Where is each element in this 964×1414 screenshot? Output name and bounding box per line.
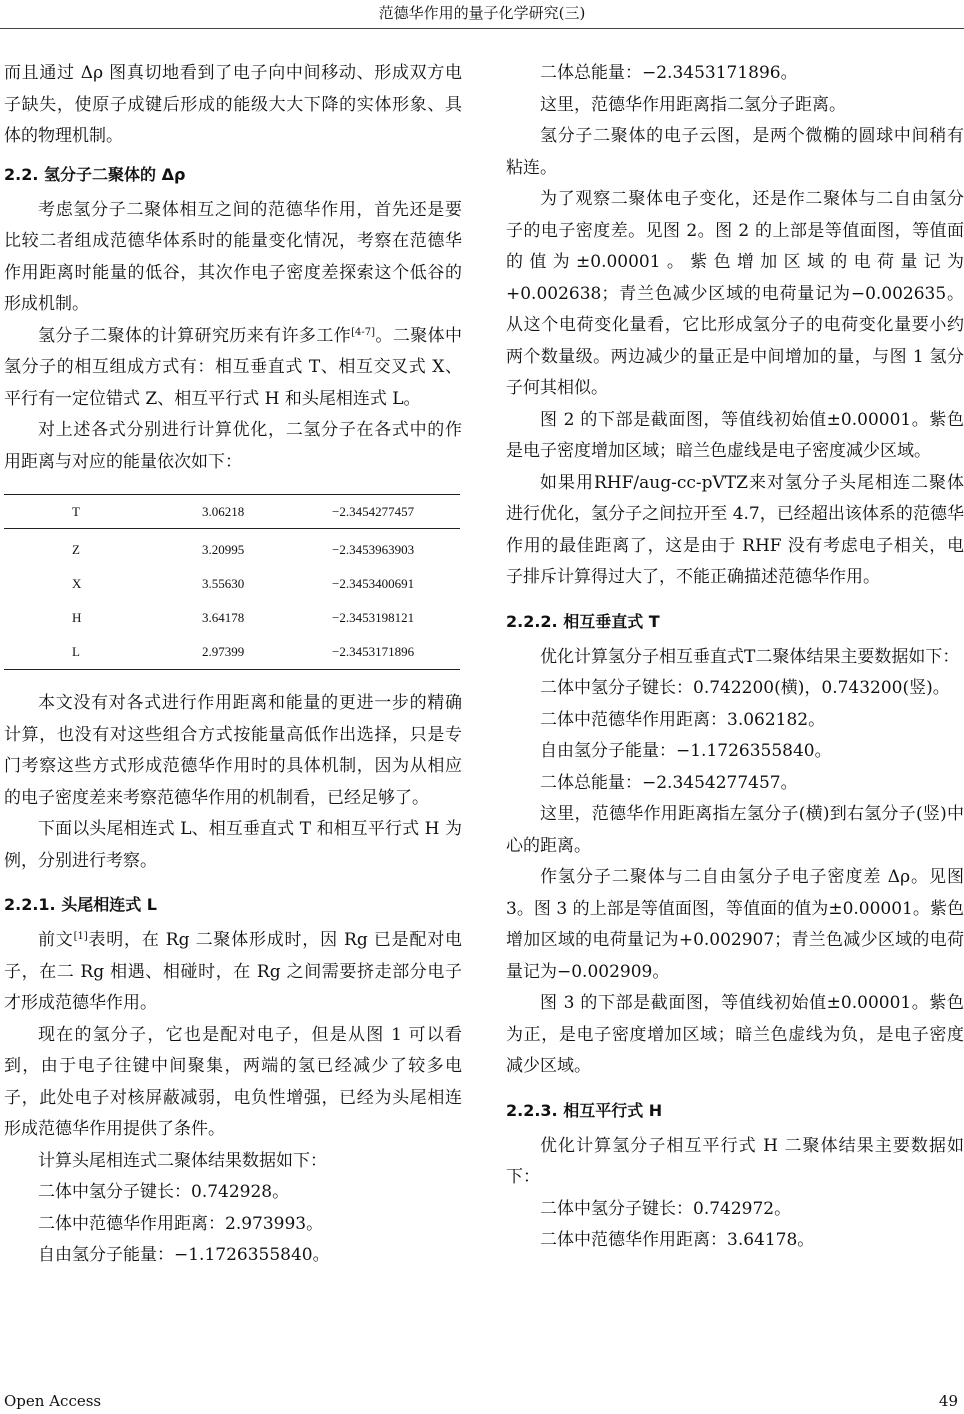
paragraph-text: 表明，在 Rg 二聚体形成时，因 Rg 已是配对电子，在二 Rg 相遇、相碰时，在 Rg 之间需要挤走部分电子才形成范德华作用。 bbox=[4, 930, 463, 1013]
paragraph: 考虑氢分子二聚体相互之间的范德华作用，首先还是要比较二者组成范德华体系时的能量变化情况，考察在范德华作用距离时能量的低谷，其次作电子密度差探索这个低谷的形成机制。 bbox=[4, 199, 462, 314]
paragraph: 图 2 的下部是截面图，等值线初始值±0.00001。紫色是电子密度增加区域；暗兰色虚线是电子密度减少区域。 bbox=[506, 409, 964, 461]
section-heading-2-2: 2.2. 氢分子二聚体的 Δρ bbox=[4, 164, 186, 184]
header-rule bbox=[0, 28, 964, 29]
paragraph: 这里，范德华作用距离指二氢分子距离。 bbox=[540, 94, 846, 115]
data-line: 二体中氢分子键长：0.742928。 bbox=[38, 1182, 290, 1202]
paragraph: 如果用RHF/aug-cc-pVTZ来对氢分子头尾相连二聚体进行优化，氢分子之间拉开至 4.7，已经超出该体系的范德华作用的最佳距离了，这是由于 RHF 没有考虑电子相关，电子排斥计算得过大了，不能正确描述范德华作用。 bbox=[506, 472, 964, 587]
table-cell-energy: −2.3453963903 bbox=[332, 542, 415, 558]
data-line: 二体中范德华作用距离：3.062182。 bbox=[540, 709, 826, 730]
table-cell-distance: 3.20995 bbox=[202, 542, 245, 558]
data-line: 二体中氢分子键长：0.742200(横)，0.743200(竖)。 bbox=[540, 678, 950, 698]
right-column bbox=[506, 58, 964, 1257]
data-line: 二体总能量：−2.3453171896。 bbox=[540, 63, 798, 83]
table-row bbox=[4, 567, 460, 601]
running-header: 范德华作用的量子化学研究(三) bbox=[378, 4, 586, 22]
paragraph: 下面以头尾相连式 L、相互垂直式 T 和相互平行式 H 为例，分别进行考察。 bbox=[4, 819, 462, 871]
paragraph: 为了观察二聚体电子变化，还是作二聚体与二自由氢分子的电子密度差。见图 2。图 2 的上部是等值面图，等值面的值为±0.00001。紫色增加区域的电荷量记为+0.002638；青兰色减少区域的电荷量记为−0.002635。从这个电荷变化量看，它比形成氢分子的电荷变化量要小约两个数量级。两边减少的量正是中间增加的量，与图 1 氢分子何其相似。 bbox=[506, 189, 964, 398]
table-cell-form: Z bbox=[72, 542, 80, 558]
paragraph bbox=[4, 925, 462, 1020]
table-cell-form: H bbox=[72, 610, 82, 626]
paragraph-text: 氢分子二聚体的计算研究历来有许多工作 bbox=[38, 325, 352, 346]
table-cell-distance: 3.55630 bbox=[202, 576, 245, 592]
paragraph: 现在的氢分子，它也是配对电子，但是从图 1 可以看到，由于电子往键中间聚集，两端的氢已经减少了较多电子，此处电子对核屏蔽减弱，电负性增强，已经为头尾相连形成范德华作用提供了条件。 bbox=[4, 1024, 462, 1139]
citation: [1] bbox=[73, 931, 88, 942]
section-heading-2-2-1: 2.2.1. 头尾相连式 L bbox=[4, 895, 157, 914]
paragraph: 图 3 的下部是截面图，等值线初始值±0.00001。紫色为正，是电子密度增加区域；暗兰色虚线为负，是电子密度减少区域。 bbox=[506, 993, 964, 1076]
paragraph: 优化计算氢分子相互平行式 H 二聚体结果主要数据如下： bbox=[506, 1135, 964, 1187]
table-cell-distance: 3.64178 bbox=[202, 610, 245, 626]
table-cell-energy: −2.3453171896 bbox=[332, 644, 415, 660]
table-cell-distance: 3.06218 bbox=[202, 495, 332, 529]
table-row bbox=[4, 601, 460, 635]
paragraph: 计算头尾相连式二聚体结果数据如下： bbox=[38, 1150, 327, 1171]
paragraph: 这里，范德华作用距离指左氢分子(横)到右氢分子(竖)中心的距离。 bbox=[506, 804, 964, 856]
table-cell-energy: −2.3453198121 bbox=[332, 610, 415, 626]
table-cell-form: L bbox=[72, 644, 80, 660]
paragraph: 本文没有对各式进行作用距离和能量的更进一步的精确计算，也没有对这些组合方式按能量高低作出选择，只是专门考察这些方式形成范德华作用时的具体机制，因为从相应的电子密度差来考察范德华作用的机制看，已经足够了。 bbox=[4, 693, 462, 808]
data-line: 二体总能量：−2.3454277457。 bbox=[540, 772, 798, 793]
table-cell-form: X bbox=[72, 576, 82, 592]
paragraph: 作氢分子二聚体与二自由氢分子电子密度差 Δρ。见图 3。图 3 的上部是等值面图，等值面的值为±0.00001。紫色增加区域的电荷量记为+0.002907；青兰色减少区域的电荷量记为−0.002909。 bbox=[506, 867, 964, 982]
data-line: 二体中范德华作用距离：3.64178。 bbox=[540, 1230, 815, 1250]
data-line: 二体中范德华作用距离：2.973993。 bbox=[38, 1213, 324, 1234]
paragraph: 优化计算氢分子相互垂直式T二聚体结果主要数据如下： bbox=[540, 646, 960, 667]
distance-energy-table bbox=[4, 494, 460, 670]
footer-journal: Open Access bbox=[4, 1392, 102, 1410]
table-row bbox=[4, 495, 460, 529]
paragraph bbox=[4, 321, 462, 416]
table-cell-form: T bbox=[4, 495, 202, 529]
table-cell-energy: −2.3454277457 bbox=[332, 495, 460, 529]
section-heading-2-2-2: 2.2.2. 相互垂直式 T bbox=[506, 611, 660, 631]
table-row bbox=[4, 529, 460, 568]
table-cell-energy: −2.3453400691 bbox=[332, 576, 415, 592]
data-line: 自由氢分子能量：−1.1726355840。 bbox=[38, 1245, 330, 1265]
section-heading-2-2-3: 2.2.3. 相互平行式 H bbox=[506, 1100, 663, 1120]
paragraph-text: 。二聚体中氢分子的相互组成方式有：相互垂直式 T、相互交叉式 X、平行有一定位错式 Z、相互平行式 H 和头尾相连式 L。 bbox=[4, 325, 463, 409]
paragraph: 氢分子二聚体的电子云图，是两个微椭的圆球中间稍有粘连。 bbox=[506, 126, 964, 178]
data-line: 自由氢分子能量：−1.1726355840。 bbox=[540, 741, 832, 761]
left-column bbox=[4, 58, 462, 1272]
table-cell-distance: 2.97399 bbox=[202, 644, 245, 660]
table-row bbox=[4, 635, 460, 670]
citation: [4-7] bbox=[351, 326, 376, 338]
paragraph: 对上述各式分别进行计算优化，二氢分子在各式中的作用距离与对应的能量依次如下： bbox=[4, 420, 462, 472]
paragraph-text: 前文 bbox=[38, 930, 74, 950]
page-number: 49 bbox=[938, 1392, 958, 1410]
data-line: 二体中氢分子键长：0.742972。 bbox=[540, 1198, 792, 1219]
paragraph: 而且通过 Δρ 图真切地看到了电子向中间移动、形成双方电子缺失，使原子成键后形成的能级大大下降的实体形象、具体的物理机制。 bbox=[4, 63, 462, 146]
